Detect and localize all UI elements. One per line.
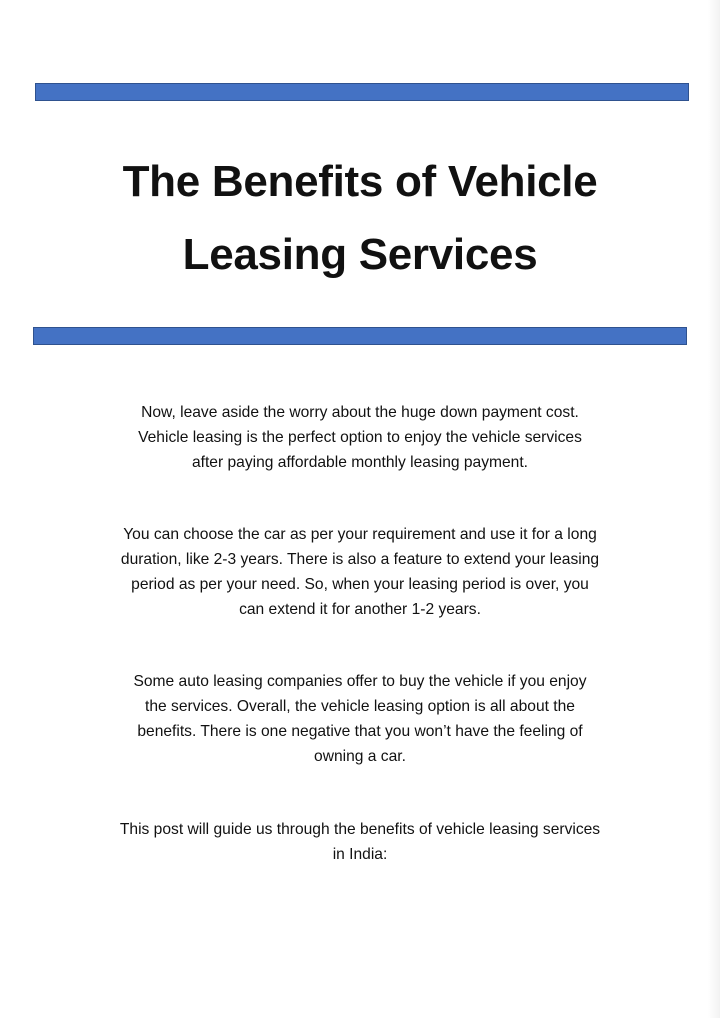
paragraph-line: can extend it for another 1-2 years. xyxy=(239,601,481,618)
duration-paragraph xyxy=(70,522,650,622)
title-line-2: Leasing Services xyxy=(182,230,538,279)
paragraph-line: Vehicle leasing is the perfect option to enjoy the vehicle services xyxy=(138,429,582,446)
top-accent-bar xyxy=(35,83,689,101)
paragraph-line: Some auto leasing companies offer to buy the vehicle if you enjoy xyxy=(133,673,587,690)
page-edge-shadow xyxy=(708,0,720,1018)
paragraph-line: duration, like 2-3 years. There is also a feature to extend your leasing xyxy=(120,551,600,568)
paragraph-line: owning a car. xyxy=(314,748,406,765)
paragraph-line: Now, leave aside the worry about the huge down payment cost. xyxy=(141,404,579,421)
paragraph-line: after paying affordable monthly leasing payment. xyxy=(191,454,529,471)
paragraph-line: period as per your need. So, when your leasing period is over, you xyxy=(131,576,589,593)
paragraph-line: This post will guide us through the benefits of vehicle leasing services xyxy=(119,821,601,838)
closing-paragraph xyxy=(70,817,650,867)
ownership-paragraph xyxy=(70,669,650,769)
paragraph-line: You can choose the car as per your requirement and use it for a long xyxy=(123,526,597,543)
paragraph-line: the services. Overall, the vehicle leasing option is all about the xyxy=(145,698,575,715)
paragraph-line: benefits. There is one negative that you won’t have the feeling of xyxy=(137,723,583,740)
title-line-1: The Benefits of Vehicle xyxy=(122,157,598,206)
paragraph-line: in India: xyxy=(332,846,388,863)
document-title xyxy=(40,145,680,291)
bottom-accent-bar xyxy=(33,327,687,345)
intro-paragraph xyxy=(70,400,650,475)
